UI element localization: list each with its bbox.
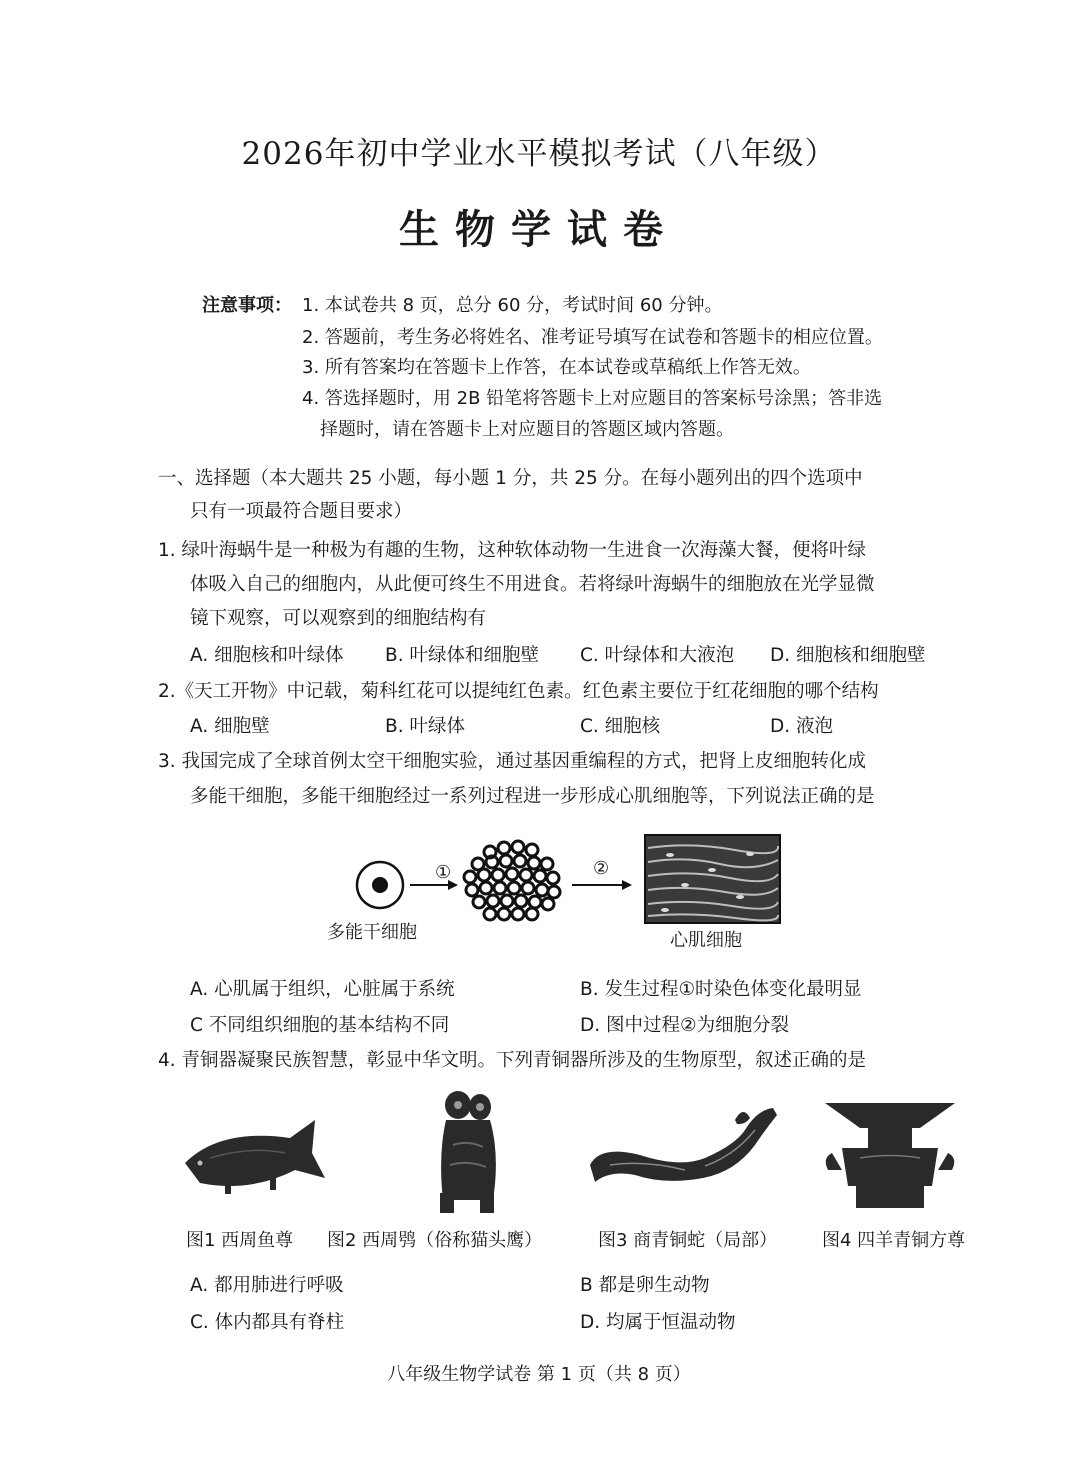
step-1-marker: ① <box>435 862 452 883</box>
q3-option-a: A. 心肌属于组织，心脏属于系统 <box>190 979 455 1000</box>
bronze-snake-figure <box>585 1100 785 1200</box>
figure-4-caption: 图4 四羊青铜方尊 <box>822 1230 966 1251</box>
stem-cell-label: 多能干细胞 <box>327 922 417 943</box>
notice-item-2: 2. 答题前，考生务必将姓名、准考证号填写在试卷和答题卡的相应位置。 <box>302 327 883 348</box>
q4-option-c: C. 体内都具有脊柱 <box>190 1312 345 1333</box>
arrow-step-2 <box>572 880 632 890</box>
question-3-line1: 3. 我国完成了全球首例太空干细胞实验，通过基因重编程的方式，把肾上皮细胞转化成 <box>158 751 867 772</box>
notice-item-3: 3. 所有答案均在答题卡上作答，在本试卷或草稿纸上作答无效。 <box>302 357 811 378</box>
notice-item-4-cont: 择题时，请在答题卡上对应题目的答题区域内答题。 <box>320 419 734 440</box>
stem-cell-icon <box>357 862 403 908</box>
cardiac-cell-label: 心肌细胞 <box>670 930 742 951</box>
q2-option-b: B. 叶绿体 <box>385 716 465 737</box>
q3-option-d: D. 图中过程②为细胞分裂 <box>580 1015 790 1036</box>
q4-option-b: B 都是卵生动物 <box>580 1275 710 1296</box>
q2-option-a: A. 细胞壁 <box>190 716 270 737</box>
question-1-line1: 1. 绿叶海蜗牛是一种极为有趣的生物，这种软体动物一生进食一次海藻大餐，便将叶绿 <box>158 540 867 561</box>
q3-option-c: C 不同组织细胞的基本结构不同 <box>190 1015 450 1036</box>
paper-subtitle: 生物学试卷 <box>399 207 679 253</box>
q4-option-d: D. 均属于恒温动物 <box>580 1312 736 1333</box>
page-footer: 八年级生物学试卷 第 1 页（共 8 页） <box>387 1364 691 1385</box>
question-2-line1: 2.《天工开物》中记载，菊科红花可以提纯红色素。红色素主要位于红花细胞的哪个结构 <box>158 681 879 702</box>
figure-1-caption: 图1 西周鱼尊 <box>186 1230 294 1251</box>
figure-2-caption: 图2 西周鸮（俗称猫头鹰） <box>327 1230 543 1251</box>
step-2-marker: ② <box>593 858 610 879</box>
notice-item-1: 1. 本试卷共 8 页，总分 60 分，考试时间 60 分钟。 <box>302 295 723 316</box>
notice-label: 注意事项： <box>202 295 292 316</box>
q1-option-b: B. 叶绿体和细胞壁 <box>385 645 539 666</box>
four-goat-zun-figure <box>820 1098 960 1213</box>
fish-zun-figure <box>180 1108 330 1208</box>
q2-option-c: C. 细胞核 <box>580 716 661 737</box>
notice-item-4: 4. 答选择题时，用 2B 铅笔将答题卡上对应题目的答案标号涂黑；答非选 <box>302 388 883 409</box>
figure-3-caption: 图3 商青铜蛇（局部） <box>598 1230 778 1251</box>
section-heading: 一、选择题（本大题共 25 小题，每小题 1 分，共 25 分。在每小题列出的四个选项中 <box>158 468 863 489</box>
q3-option-b: B. 发生过程①时染色体变化最明显 <box>580 979 862 1000</box>
q2-option-d: D. 液泡 <box>770 716 834 737</box>
owl-zun-figure <box>428 1085 508 1215</box>
question-4-line1: 4. 青铜器凝聚民族智慧，彰显中华文明。下列青铜器所涉及的生物原型，叙述正确的是 <box>158 1050 867 1071</box>
exam-title: 2026年初中学业水平模拟考试（八年级） <box>241 136 837 172</box>
question-3-line2: 多能干细胞，多能干细胞经过一系列过程进一步形成心肌细胞等，下列说法正确的是 <box>190 786 875 807</box>
q1-option-c: C. 叶绿体和大液泡 <box>580 645 735 666</box>
cell-cluster-icon <box>461 830 565 930</box>
question-1-line2: 体吸入自己的细胞内，从此便可终生不用进食。若将绿叶海蜗牛的细胞放在光学显微 <box>190 574 875 595</box>
q1-option-d: D. 细胞核和细胞壁 <box>770 645 926 666</box>
section-heading-cont: 只有一项最符合题目要求） <box>190 501 413 522</box>
q1-option-a: A. 细胞核和叶绿体 <box>190 645 344 666</box>
q4-option-a: A. 都用肺进行呼吸 <box>190 1275 344 1296</box>
question-1-line3: 镜下观察，可以观察到的细胞结构有 <box>190 608 487 629</box>
cardiac-muscle-image <box>645 835 780 923</box>
